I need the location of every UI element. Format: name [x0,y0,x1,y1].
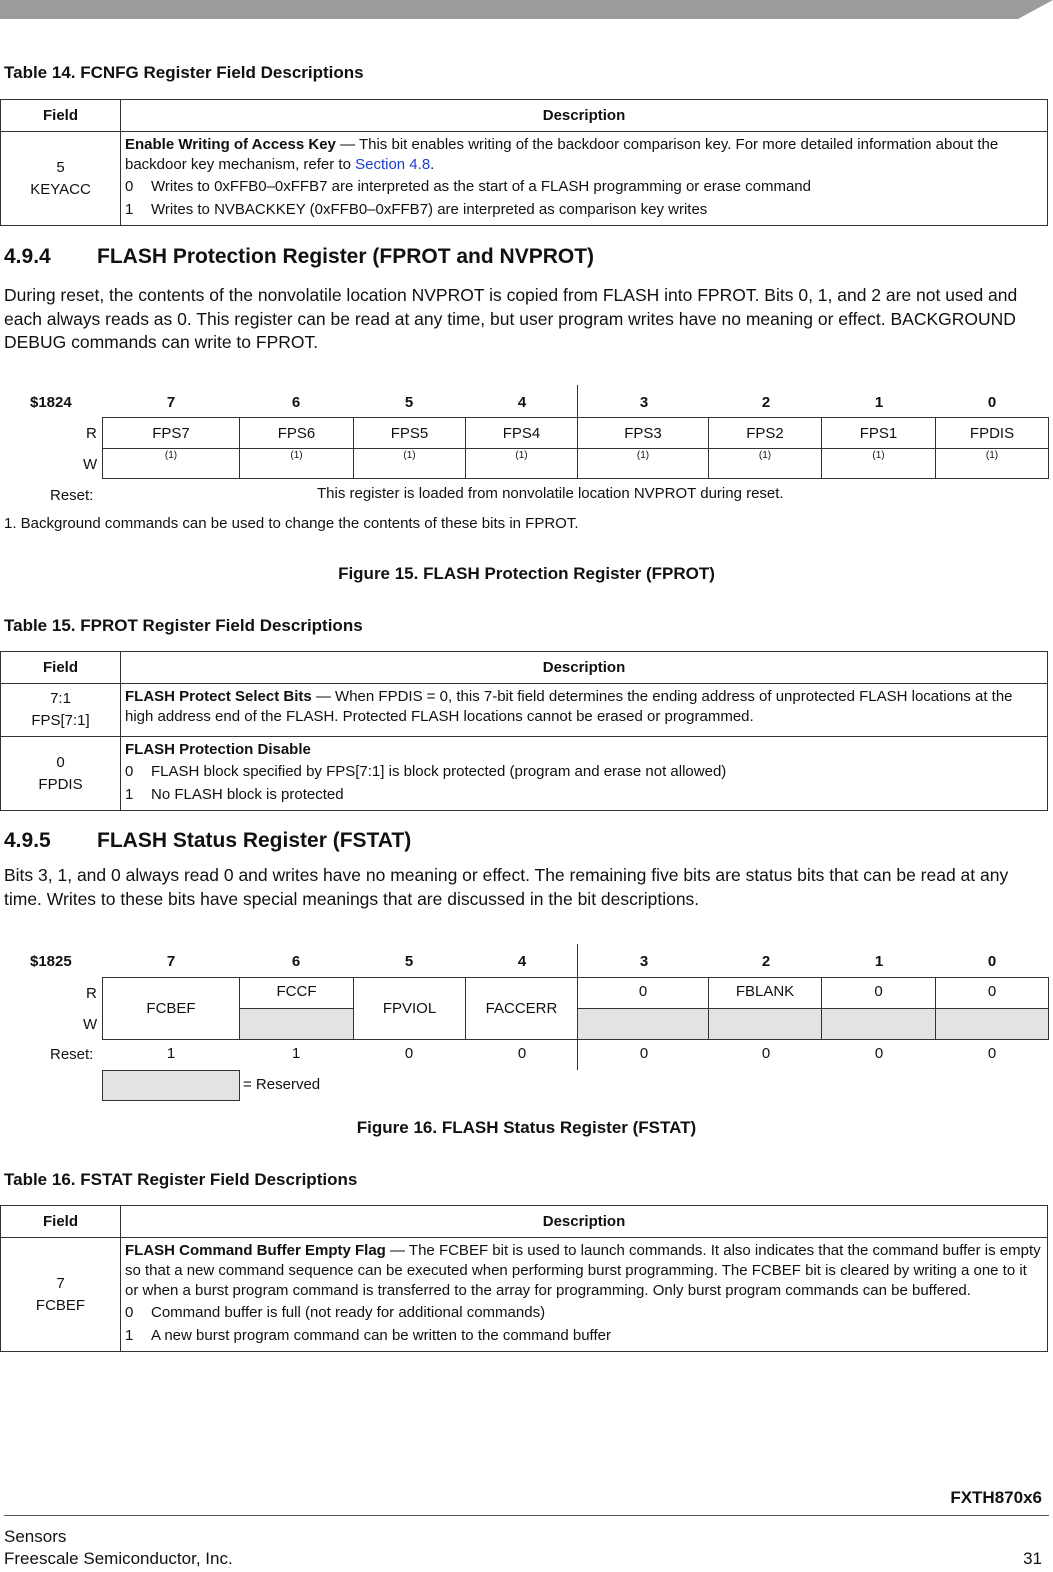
write-label: W [83,1016,98,1033]
reserved-cell [821,1008,936,1040]
description-cell [121,132,1048,226]
option-key: 1 [125,201,134,218]
register-address: $1825 [30,953,72,970]
bit-number: 5 [404,394,414,411]
footer-company: Freescale Semiconductor, Inc. [4,1549,233,1568]
desc-title: FLASH Protection Disable [125,741,311,758]
section-title: FLASH Status Register (FSTAT) [97,829,412,852]
col-desc-header: Description [121,1206,1048,1238]
fps4-cell: FPS4 [465,417,578,449]
footer-divider [4,1515,1049,1516]
section-paragraph: Bits 3, 1, and 0 always read 0 and writes have no meaning or effect. The remaining five bits are status bits that can be read at any time. Writes to these bits have special meanings that are discussed in the bit descriptions. [4,865,1009,909]
option-row [125,1301,1043,1324]
option-row [125,783,1043,806]
description-cell [121,1238,1048,1352]
table15-caption: Table 15. FPROT Register Field Descriptions [4,616,363,635]
document-id: FXTH870x6 [950,1488,1042,1507]
footnote: 1. Background commands can be used to change the contents of these bits in FPROT. [4,515,579,532]
table16 [0,1205,1048,1352]
bit-number: 0 [987,394,997,411]
bit3-read-cell: 0 [577,977,709,1009]
option-value: Writes to 0xFFB0–0xFFB7 are interpreted as the start of a FLASH programming or erase command [151,178,811,195]
bit-number: 3 [639,394,649,411]
read-label: R [86,425,97,442]
bit-number: 2 [761,394,771,411]
option-value: No FLASH block is protected [151,786,344,803]
reset-value: 0 [517,1045,527,1062]
field-name: FCBEF [35,1296,86,1314]
reserved-cell [708,1008,822,1040]
reserved-cell [935,1008,1049,1040]
write-footnote-ref: (1) [102,448,240,479]
section-title: FLASH Protection Register (FPROT and NVPROT) [97,245,595,268]
write-footnote-ref: (1) [708,448,822,479]
field-cell [1,1238,121,1352]
page-number: 31 [1023,1549,1042,1568]
bit-number: 0 [987,953,997,970]
option-value: A new burst program command can be written to the command buffer [151,1327,611,1344]
write-footnote-ref: (1) [239,448,354,479]
reset-value: 0 [761,1045,771,1062]
desc-text: — The FCBEF bit is used to launch commands. It also indicates that the command buffer is empty so that a new command sequence can be executed when performing burst programming. The FCBEF bit is cleared by writing a one to it or when a burst program command is transferred to the array for programming. Only burst program commands can be buffered. [125,1242,1041,1299]
field-bit: 5 [56,158,65,176]
header-bar [0,0,1053,19]
fblank-cell: FBLANK [708,977,822,1009]
description-cell [121,684,1048,737]
table14 [0,99,1048,226]
read-label: R [86,985,97,1002]
option-row [125,198,1043,221]
table16-caption: Table 16. FSTAT Register Field Descriptions [4,1170,358,1189]
section-heading-494 [4,245,594,269]
option-row [125,1324,1043,1347]
section-heading-495 [4,829,411,853]
bit0-read-cell: 0 [935,977,1049,1009]
option-key: 1 [125,1327,134,1344]
field-cell [1,737,121,811]
reset-text: This register is loaded from nonvolatile location NVPROT during reset. [317,485,784,502]
desc-title: FLASH Protect Select Bits [125,688,312,705]
table15 [0,651,1048,811]
fpviol-cell: FPVIOL [353,977,466,1040]
fps1-cell: FPS1 [821,417,936,449]
fcbef-cell: FCBEF [102,977,240,1040]
write-footnote-ref: (1) [821,448,936,479]
register-address: $1824 [30,394,72,411]
col-desc-header: Description [121,100,1048,132]
option-key: 1 [125,786,134,803]
field-bit: 7 [56,1274,65,1292]
desc-title: FLASH Command Buffer Empty Flag [125,1242,386,1259]
col-desc-header: Description [121,652,1048,684]
reset-label: Reset: [50,487,94,504]
field-name: FPS[7:1] [31,712,90,729]
write-footnote-ref: (1) [935,448,1049,479]
bit-number: 4 [517,953,527,970]
bit-number: 1 [874,394,884,411]
desc-text: — When FPDIS = 0, this 7-bit field determines the ending address of unprotected FLASH locations at the high address end of the FLASH. Protected FLASH locations cannot be erased or programmed. [125,688,1013,725]
fps3-cell: FPS3 [577,417,709,449]
reserved-legend-swatch [102,1070,240,1101]
option-row [125,175,1043,198]
bit-number: 1 [874,953,884,970]
col-field-header: Field [1,1206,121,1238]
col-field-header: Field [1,100,121,132]
option-key: 0 [125,763,134,780]
figure15-caption: Figure 15. FLASH Protection Register (FPROT) [338,564,715,583]
fccf-cell: FCCF [239,977,354,1009]
bit-number: 3 [639,953,649,970]
reset-value: 0 [874,1045,884,1062]
section-paragraph: During reset, the contents of the nonvolatile location NVPROT is copied from FLASH into FPROT. Bits 0, 1, and 2 are not used and each always reads as 0. This register can be read at any time, but user program writes have no meaning or effect. BACKGROUND DEBUG commands can write to FPROT. [4,285,1018,352]
reset-value: 1 [166,1045,176,1062]
option-value: Command buffer is full (not ready for additional commands) [151,1304,546,1321]
reserved-legend-label: = Reserved [243,1076,321,1093]
option-key: 0 [125,1304,134,1321]
desc-text: — This bit enables writing of the backdoor comparison key. For more detailed information about the backdoor key mechanism, refer to [125,136,999,173]
table-row [1,684,1048,737]
bit-number: 7 [166,394,176,411]
write-footnote-ref: (1) [577,448,709,479]
reset-label: Reset: [50,1046,94,1063]
option-value: Writes to NVBACKKEY (0xFFB0–0xFFB7) are interpreted as comparison key writes [151,201,708,218]
reset-value: 0 [639,1045,649,1062]
bit1-read-cell: 0 [821,977,936,1009]
field-cell [1,132,121,226]
option-value: FLASH block specified by FPS[7:1] is block protected (program and erase not allowed) [151,763,727,780]
description-cell [121,737,1048,811]
footer-category: Sensors [4,1527,67,1546]
write-footnote-ref: (1) [465,448,578,479]
fpdis-cell: FPDIS [935,417,1049,449]
write-footnote-ref: (1) [353,448,466,479]
fps6-cell: FPS6 [239,417,354,449]
fstat-register-diagram [0,944,1053,1104]
col-field-header: Field [1,652,121,684]
option-key: 0 [125,178,134,195]
fps2-cell: FPS2 [708,417,822,449]
bit-number: 5 [404,953,414,970]
bit-number: 4 [517,394,527,411]
reserved-cell [577,1008,709,1040]
option-row [125,760,1043,783]
table14-caption: Table 14. FCNFG Register Field Descriptions [4,63,364,82]
bit-number: 6 [291,953,301,970]
reset-value: 0 [987,1045,997,1062]
section-number: 4.9.4 [4,245,51,268]
bit-number: 2 [761,953,771,970]
field-bit: 7:1 [50,690,71,707]
bit-number: 6 [291,394,301,411]
figure16-caption: Figure 16. FLASH Status Register (FSTAT) [356,1118,697,1137]
desc-text-end: . [430,156,435,173]
field-cell [1,684,121,737]
faccerr-cell: FACCERR [465,977,578,1040]
reset-value: 0 [404,1045,414,1062]
table-row [1,1238,1048,1352]
fps7-cell: FPS7 [102,417,240,449]
bit-number: 7 [166,953,176,970]
field-bit: 0 [56,753,65,771]
fps5-cell: FPS5 [353,417,466,449]
field-name: FPDIS [38,775,83,793]
table-row [1,737,1048,811]
table-row [1,132,1048,226]
reserved-cell [239,1008,354,1040]
reset-value: 1 [291,1045,301,1062]
section-link[interactable]: Section 4.8 [355,156,431,173]
section-number: 4.9.5 [4,829,51,852]
field-name: KEYACC [30,180,91,198]
write-label: W [83,456,98,473]
desc-title: Enable Writing of Access Key [125,136,336,153]
fprot-register-diagram [0,385,1053,535]
